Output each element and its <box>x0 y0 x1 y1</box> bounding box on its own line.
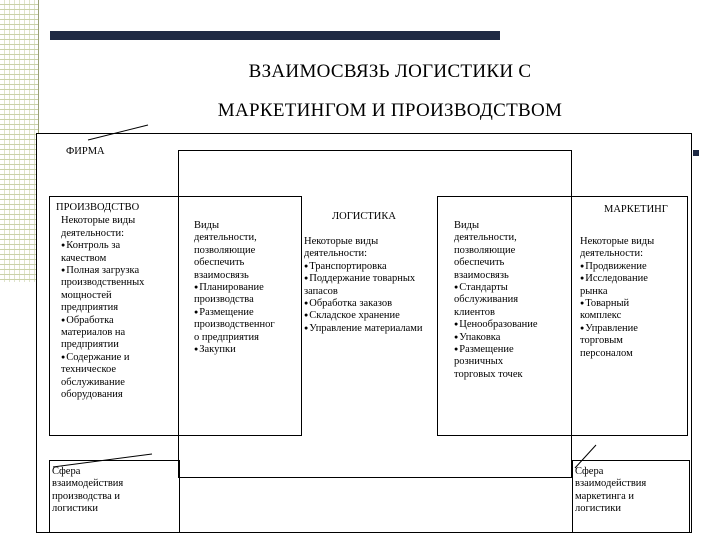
production-item-cont: производственных <box>61 277 145 289</box>
logistics-item: ● Обработка заказов <box>304 298 438 310</box>
activities-line: обеспечить <box>194 257 245 269</box>
production-item-cont: предприятии <box>61 339 119 351</box>
production-item: ● Контроль за <box>61 240 176 252</box>
activities-line: обеспечить <box>454 257 505 269</box>
activities-line: деятельности, <box>194 232 257 244</box>
sphere-line: Сфера <box>52 466 81 477</box>
production-item-cont: материалов на <box>61 327 126 339</box>
title-line-2: МАРКЕТИНГОМ И ПРОИЗВОДСТВОМ <box>217 100 563 121</box>
production-item-cont: обслуживание <box>61 376 125 388</box>
activities-line: Виды <box>454 220 480 231</box>
activities-line: взаимосвязь <box>194 269 249 281</box>
production-item: ● Обработка <box>61 315 176 327</box>
logistics-text <box>304 236 438 335</box>
sphere-left-text <box>52 466 177 516</box>
sphere-line: Сфера <box>575 466 604 477</box>
firm-pointer-line <box>88 125 148 140</box>
marketing-intro-2: деятельности: <box>580 248 644 260</box>
production-heading: ПРОИЗВОДСТВО <box>56 202 140 213</box>
logistics-item: ● Управление материалами <box>304 323 438 335</box>
production-item: ● Содержание и <box>61 352 176 364</box>
activities-item: ● Планирование <box>194 282 294 294</box>
logistics-intro-1: Некоторые виды <box>304 236 379 247</box>
sphere-line: взаимодействия <box>52 478 124 490</box>
production-item-cont: качеством <box>61 252 107 264</box>
activities-line: позволяющие <box>454 244 516 256</box>
marketing-item: ● Продвижение <box>580 261 685 273</box>
production-item-cont: оборудования <box>61 389 123 401</box>
activities-item-cont: производства <box>194 294 254 306</box>
activities-item-cont: торговых точек <box>454 368 523 380</box>
sphere-right-text <box>575 466 687 516</box>
activities-item: ● Размещение <box>454 344 564 356</box>
production-item-cont: мощностей <box>61 289 112 301</box>
production-item-cont: техническое <box>61 364 117 376</box>
activities-item: ● Упаковка <box>454 332 564 344</box>
marketing-item-cont: персоналом <box>580 347 633 359</box>
marketing-intro-1: Некоторые виды <box>580 236 655 247</box>
production-intro-1: Некоторые виды <box>61 215 136 227</box>
logistics-item-cont: запасов <box>304 285 338 297</box>
title-line-1: ВЗАИМОСВЯЗЬ ЛОГИСТИКИ С <box>248 61 532 82</box>
firm-label: ФИРМА <box>66 146 105 157</box>
prod-logistics-activities <box>194 220 294 356</box>
marketing-item-cont: торговым <box>580 335 623 347</box>
activities-item-cont: клиентов <box>454 306 495 318</box>
activities-item: ● Закупки <box>194 344 294 356</box>
sphere-line: маркетинга и <box>575 490 635 502</box>
activities-item: ● Стандарты <box>454 282 564 294</box>
sphere-line: взаимодействия <box>575 478 647 490</box>
sphere-right-pointer-line <box>575 445 596 468</box>
marketing-heading: МАРКЕТИНГ <box>604 204 668 215</box>
activities-line: деятельности, <box>454 232 517 244</box>
activities-item-cont: розничных <box>454 356 504 368</box>
production-item: ● Полная загрузка <box>61 265 176 277</box>
marketing-item-cont: рынка <box>580 285 608 297</box>
sphere-line: логистики <box>575 503 622 515</box>
marketing-item-cont: комплекс <box>580 310 622 322</box>
activities-line: позволяющие <box>194 244 256 256</box>
activities-item-cont: производственног <box>194 319 275 331</box>
sphere-line: логистики <box>52 503 99 515</box>
marketing-item: ● Управление <box>580 323 685 335</box>
activities-line: взаимосвязь <box>454 269 509 281</box>
production-text <box>56 202 176 402</box>
sphere-line: производства и <box>52 490 121 502</box>
activities-item-cont: обслуживания <box>454 294 519 306</box>
activities-item: ● Размещение <box>194 307 294 319</box>
marketing-item: ● Товарный <box>580 298 685 310</box>
activities-line: Виды <box>194 220 220 231</box>
production-item-cont: предприятия <box>61 302 119 314</box>
activities-item: ● Ценообразование <box>454 319 564 331</box>
production-intro-2: деятельности: <box>61 227 125 239</box>
activities-item-cont: о предприятия <box>194 331 259 343</box>
logistics-marketing-activities <box>454 220 564 381</box>
logistics-item: ● Складское хранение <box>304 310 438 322</box>
marketing-text <box>580 236 685 360</box>
logistics-item: ● Поддержание товарных <box>304 273 438 285</box>
logistics-item: ● Транспортировка <box>304 261 438 273</box>
marketing-item: ● Исследование <box>580 273 685 285</box>
logistics-heading: ЛОГИСТИКА <box>332 211 396 222</box>
logistics-intro-2: деятельности: <box>304 248 368 260</box>
